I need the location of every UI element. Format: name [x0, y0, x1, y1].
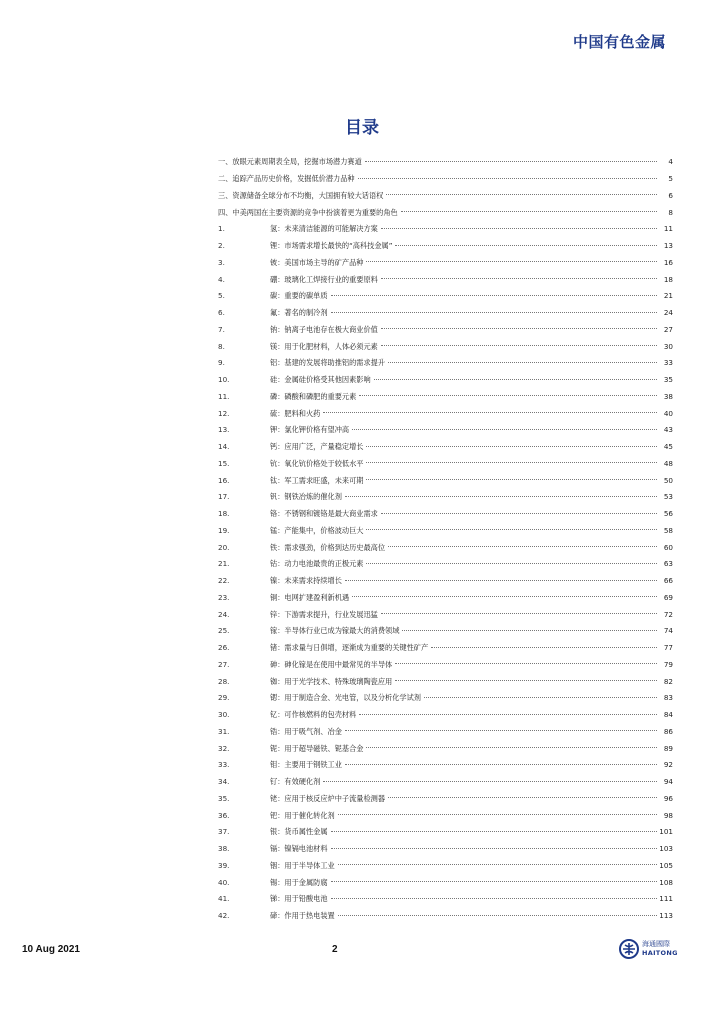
toc-entry-number: 30.	[218, 710, 230, 720]
toc-entry-section[interactable]	[218, 171, 673, 188]
toc-leader-dots	[331, 831, 657, 832]
toc-entry[interactable]	[218, 774, 673, 791]
toc-entry-number: 26.	[218, 643, 230, 653]
toc-entry-number: 4.	[218, 274, 225, 284]
toc-entry[interactable]	[218, 439, 673, 456]
toc-leader-dots	[338, 814, 657, 815]
toc-leader-dots	[331, 898, 657, 899]
toc-entry-text: 钇：可作核燃料的包壳材料	[270, 710, 357, 720]
toc-entry-page: 35	[663, 375, 673, 385]
table-of-contents	[218, 154, 673, 925]
toc-leader-dots	[366, 747, 657, 748]
toc-entry-number: 22.	[218, 576, 230, 586]
toc-entry-number: 27.	[218, 659, 230, 669]
toc-entry[interactable]	[218, 590, 673, 607]
page-number: 2	[332, 944, 338, 955]
toc-leader-dots	[381, 278, 657, 279]
toc-entry-number: 1.	[218, 224, 225, 234]
toc-entry-page: 66	[663, 576, 673, 586]
toc-entry-text: 碳：重要的碳单质	[270, 291, 328, 301]
toc-entry[interactable]	[218, 506, 673, 523]
toc-entry-text: 钾：氯化钾价格有望冲高	[270, 425, 350, 435]
toc-entry-text: 砷：砷化镓是在使用中最常见的半导体	[270, 659, 393, 669]
haitong-logo	[619, 938, 678, 960]
toc-leader-dots	[345, 496, 657, 497]
toc-leader-dots	[395, 663, 657, 664]
toc-leader-dots	[424, 697, 657, 698]
logo-cn: 海通國際	[642, 940, 670, 948]
toc-entry-page: 13	[663, 241, 673, 251]
toc-entry-text: 铝：基建的发展将助推铝的需求提升	[270, 358, 386, 368]
toc-entry[interactable]	[218, 389, 673, 406]
toc-entry-number: 33.	[218, 760, 230, 770]
toc-entry-text: 镍：未来需求持续增长	[270, 576, 342, 586]
toc-entry-page: 56	[663, 509, 673, 519]
toc-entry-page: 4	[668, 157, 673, 167]
toc-entry-page: 50	[663, 475, 673, 485]
toc-entry-page: 48	[663, 458, 673, 468]
toc-entry-text: 碲：作用于热电装置	[270, 911, 335, 921]
toc-entry-text: 锌：下游需求提升，行业发展迅猛	[270, 609, 378, 619]
toc-leader-dots	[402, 630, 657, 631]
toc-entry-text: 镉：镍镉电池材料	[270, 844, 328, 854]
toc-entry-text: 钠：钠离子电池存在极大商业价值	[270, 324, 378, 334]
toc-entry-page: 83	[663, 693, 673, 703]
toc-leader-dots	[366, 446, 657, 447]
toc-entry[interactable]	[218, 523, 673, 540]
toc-entry-number: 34.	[218, 777, 230, 787]
toc-entry-text: 镁：用于化肥材料，人体必须元素	[270, 341, 378, 351]
toc-entry-page: 89	[663, 743, 673, 753]
toc-entry[interactable]	[218, 422, 673, 439]
toc-entry[interactable]	[218, 657, 673, 674]
toc-entry-text: 锡：用于金属防腐	[270, 877, 328, 887]
toc-entry-text: 钒：钢铁冶炼的催化剂	[270, 492, 342, 502]
toc-leader-dots	[386, 194, 657, 195]
toc-entry-number: 32.	[218, 743, 230, 753]
toc-entry-page: 101	[659, 827, 673, 837]
toc-leader-dots	[381, 513, 657, 514]
footer-date: 10 Aug 2021	[22, 944, 80, 955]
toc-leader-dots	[381, 345, 657, 346]
toc-entry-page: 84	[663, 710, 673, 720]
toc-entry-text: 铟：用于半导体工业	[270, 860, 335, 870]
toc-entry-text: 铑：应用于核反应炉中子流量检测器	[270, 793, 386, 803]
toc-entry-text: 硼：玻璃化工焊接行业的重要原料	[270, 274, 378, 284]
toc-entry[interactable]	[218, 724, 673, 741]
toc-entry-number: 3.	[218, 257, 225, 267]
toc-leader-dots	[374, 379, 657, 380]
toc-entry-page: 69	[663, 592, 673, 602]
toc-entry-number: 19.	[218, 525, 230, 535]
toc-entry-page: 92	[663, 760, 673, 770]
toc-entry-number: 15.	[218, 458, 230, 468]
toc-entry-section[interactable]	[218, 154, 673, 171]
toc-entry-number: 5.	[218, 291, 225, 301]
toc-entry-number: 12.	[218, 408, 230, 418]
toc-leader-dots	[345, 730, 657, 731]
toc-entry-number: 6.	[218, 308, 225, 318]
toc-entry-number: 24.	[218, 609, 230, 619]
toc-entry-number: 10.	[218, 375, 230, 385]
toc-entry-number: 36.	[218, 810, 230, 820]
toc-entry-text: 铌：用于超导磁铁、铌基合金	[270, 743, 364, 753]
toc-entry[interactable]	[218, 623, 673, 640]
toc-entry-number: 14.	[218, 442, 230, 452]
toc-entry-text: 铁：需求强劲，价格到达历史最高位	[270, 542, 386, 552]
toc-leader-dots	[338, 915, 657, 916]
toc-entry[interactable]	[218, 740, 673, 757]
haitong-logo-icon	[619, 939, 639, 959]
toc-leader-dots	[345, 580, 657, 581]
toc-entry-page: 43	[663, 425, 673, 435]
toc-entry[interactable]	[218, 489, 673, 506]
toc-entry[interactable]	[218, 556, 673, 573]
toc-entry-page: 79	[663, 659, 673, 669]
toc-leader-dots	[388, 797, 657, 798]
toc-entry-section[interactable]	[218, 204, 673, 221]
toc-entry[interactable]	[218, 405, 673, 422]
toc-entry-page: 63	[663, 559, 673, 569]
toc-leader-dots	[366, 261, 657, 262]
toc-entry-page: 58	[663, 525, 673, 535]
toc-entry-page: 60	[663, 542, 673, 552]
toc-entry-page: 53	[663, 492, 673, 502]
toc-entry[interactable]	[218, 338, 673, 355]
toc-entry-number: 2.	[218, 241, 225, 251]
toc-entry-page: 18	[663, 274, 673, 284]
toc-leader-dots	[331, 881, 657, 882]
toc-entry-text: 硫：肥料和火药	[270, 408, 321, 418]
toc-leader-dots	[359, 395, 657, 396]
toc-entry[interactable]	[218, 472, 673, 489]
toc-entry[interactable]	[218, 355, 673, 372]
toc-entry-number: 18.	[218, 509, 230, 519]
toc-entry-page: 11	[663, 224, 673, 234]
toc-leader-dots	[323, 781, 657, 782]
header-brand: 中国有色金属	[572, 33, 666, 51]
toc-entry-text: 氟：著名的制冷剂	[270, 308, 328, 318]
toc-entry[interactable]	[218, 271, 673, 288]
toc-entry[interactable]	[218, 322, 673, 339]
toc-leader-dots	[352, 596, 657, 597]
toc-entry[interactable]	[218, 841, 673, 858]
toc-entry-page: 111	[659, 894, 673, 904]
toc-entry[interactable]	[218, 238, 673, 255]
toc-entry-page: 86	[663, 726, 673, 736]
toc-entry-number: 23.	[218, 592, 230, 602]
toc-entry-text: 四、中美两国在主要资源的竞争中扮演着更为重要的角色	[218, 207, 398, 217]
toc-entry-text: 氢：未来清洁能源的可能解决方案	[270, 224, 378, 234]
logo-en: HAITONG	[642, 949, 678, 957]
toc-entry[interactable]	[218, 606, 673, 623]
toc-entry-text: 钙：应用广泛，产量稳定增长	[270, 442, 364, 452]
toc-entry[interactable]	[218, 858, 673, 875]
toc-entry-text: 钛：军工需求旺盛，未来可期	[270, 475, 364, 485]
toc-entry[interactable]	[218, 908, 673, 925]
toc-leader-dots	[401, 211, 657, 212]
toc-entry[interactable]	[218, 255, 673, 272]
toc-entry[interactable]	[218, 673, 673, 690]
toc-entry-section[interactable]	[218, 188, 673, 205]
toc-entry-page: 72	[663, 609, 673, 619]
toc-entry-number: 20.	[218, 542, 230, 552]
toc-entry[interactable]	[218, 707, 673, 724]
toc-entry-page: 45	[663, 442, 673, 452]
toc-entry-page: 96	[663, 793, 673, 803]
toc-entry-page: 108	[659, 877, 673, 887]
toc-entry[interactable]	[218, 791, 673, 808]
toc-entry-number: 39.	[218, 860, 230, 870]
toc-entry-page: 74	[663, 626, 673, 636]
toc-entry-text: 一、放眼元素周期表全局，挖掘市场潜力赛道	[218, 157, 362, 167]
toc-entry-page: 6	[668, 190, 673, 200]
toc-entry-number: 37.	[218, 827, 230, 837]
toc-leader-dots	[395, 680, 657, 681]
toc-entry-text: 钪：氧化钪价格处于较低水平	[270, 458, 364, 468]
toc-entry-number: 21.	[218, 559, 230, 569]
toc-entry-page: 38	[663, 391, 673, 401]
toc-entry-number: 11.	[218, 391, 230, 401]
toc-entry-page: 5	[668, 174, 673, 184]
toc-entry-page: 33	[663, 358, 673, 368]
toc-leader-dots	[388, 546, 657, 547]
toc-entry-text: 锰：产能集中，价格波动巨大	[270, 525, 364, 535]
toc-entry-page: 16	[663, 257, 673, 267]
toc-entry-page: 40	[663, 408, 673, 418]
toc-entry-page: 30	[663, 341, 673, 351]
toc-leader-dots	[381, 613, 657, 614]
toc-leader-dots	[365, 161, 657, 162]
toc-entry[interactable]	[218, 288, 673, 305]
toc-entry[interactable]	[218, 539, 673, 556]
toc-entry-text: 二、追踪产品历史价格，发掘低价潜力品种	[218, 174, 355, 184]
toc-entry-number: 38.	[218, 844, 230, 854]
toc-entry-number: 40.	[218, 877, 230, 887]
toc-entry-number: 13.	[218, 425, 230, 435]
toc-leader-dots	[331, 848, 657, 849]
toc-entry-text: 银：货币属性金属	[270, 827, 328, 837]
toc-entry[interactable]	[218, 807, 673, 824]
toc-entry-text: 铜：电网扩建盈利新机遇	[270, 592, 350, 602]
toc-entry-text: 钼：主要用于钢铁工业	[270, 760, 342, 770]
toc-leader-dots	[431, 647, 657, 648]
toc-entry-text: 锂：市场需求增长最快的“高科技金属”	[270, 241, 393, 251]
toc-entry[interactable]	[218, 456, 673, 473]
toc-title: 目录	[345, 118, 379, 138]
toc-entry-number: 16.	[218, 475, 230, 485]
toc-entry-text: 锆：用于吸气剂、冶金	[270, 726, 342, 736]
toc-entry-number: 17.	[218, 492, 230, 502]
toc-entry-text: 硅：金属硅价格受其他因素影响	[270, 375, 371, 385]
toc-entry-page: 27	[663, 324, 673, 334]
toc-entry-page: 94	[663, 777, 673, 787]
toc-entry[interactable]	[218, 757, 673, 774]
toc-entry[interactable]	[218, 305, 673, 322]
toc-entry-number: 31.	[218, 726, 230, 736]
toc-leader-dots	[366, 462, 657, 463]
toc-entry-page: 82	[663, 676, 673, 686]
toc-leader-dots	[345, 764, 657, 765]
toc-leader-dots	[395, 245, 657, 246]
toc-entry-page: 98	[663, 810, 673, 820]
toc-entry-text: 锶：用于制造合金、光电管，以及分析化学试剂	[270, 693, 421, 703]
toc-entry[interactable]	[218, 824, 673, 841]
toc-entry-text: 磷：磷酸和磷肥的重要元素	[270, 391, 357, 401]
toc-entry-text: 铬：不锈钢和镀铬是最大商业需求	[270, 509, 378, 519]
toc-entry-number: 9.	[218, 358, 225, 368]
toc-entry-text: 钯：用于催化转化剂	[270, 810, 335, 820]
toc-leader-dots	[359, 714, 657, 715]
toc-leader-dots	[381, 228, 657, 229]
toc-entry-number: 8.	[218, 341, 225, 351]
toc-entry-number: 28.	[218, 676, 230, 686]
toc-entry-text: 锑：用于铅酸电池	[270, 894, 328, 904]
toc-leader-dots	[381, 328, 657, 329]
toc-leader-dots	[388, 362, 657, 363]
toc-entry-number: 41.	[218, 894, 230, 904]
toc-entry-number: 25.	[218, 626, 230, 636]
toc-entry-text: 锗：需求量与日俱增，逐渐成为重要的关键性矿产	[270, 643, 429, 653]
toc-entry[interactable]	[218, 573, 673, 590]
toc-entry[interactable]	[218, 640, 673, 657]
toc-leader-dots	[358, 178, 657, 179]
toc-leader-dots	[366, 479, 657, 480]
toc-entry-text: 钌：有效硬化剂	[270, 777, 321, 787]
toc-entry-number: 29.	[218, 693, 230, 703]
toc-entry-page: 105	[659, 860, 673, 870]
toc-leader-dots	[366, 563, 657, 564]
toc-entry-number: 7.	[218, 324, 225, 334]
toc-entry-number: 35.	[218, 793, 230, 803]
toc-entry-page: 77	[663, 643, 673, 653]
toc-leader-dots	[323, 412, 657, 413]
toc-entry-text: 铍：美国市场主导的矿产品种	[270, 257, 364, 267]
toc-leader-dots	[366, 529, 657, 530]
toc-entry[interactable]	[218, 372, 673, 389]
toc-entry-page: 24	[663, 308, 673, 318]
toc-entry-page: 8	[668, 207, 673, 217]
toc-leader-dots	[331, 312, 657, 313]
toc-entry[interactable]	[218, 690, 673, 707]
toc-entry-text: 镓：半导体行业已成为镓最大的消费领域	[270, 626, 400, 636]
toc-entry-text: 钴：动力电池最贵的正极元素	[270, 559, 364, 569]
toc-entry[interactable]	[218, 221, 673, 238]
toc-entry-text: 三、资源储备全球分布不均衡，大国拥有较大话语权	[218, 190, 384, 200]
toc-entry[interactable]	[218, 891, 673, 908]
toc-leader-dots	[338, 864, 657, 865]
toc-entry-number: 42.	[218, 911, 230, 921]
toc-entry-page: 21	[663, 291, 673, 301]
toc-entry[interactable]	[218, 874, 673, 891]
toc-leader-dots	[331, 295, 657, 296]
toc-entry-page: 103	[659, 844, 673, 854]
toc-leader-dots	[352, 429, 657, 430]
toc-entry-page: 113	[659, 911, 673, 921]
toc-entry-text: 铷：用于光学技术、特殊玻璃陶瓷应用	[270, 676, 393, 686]
